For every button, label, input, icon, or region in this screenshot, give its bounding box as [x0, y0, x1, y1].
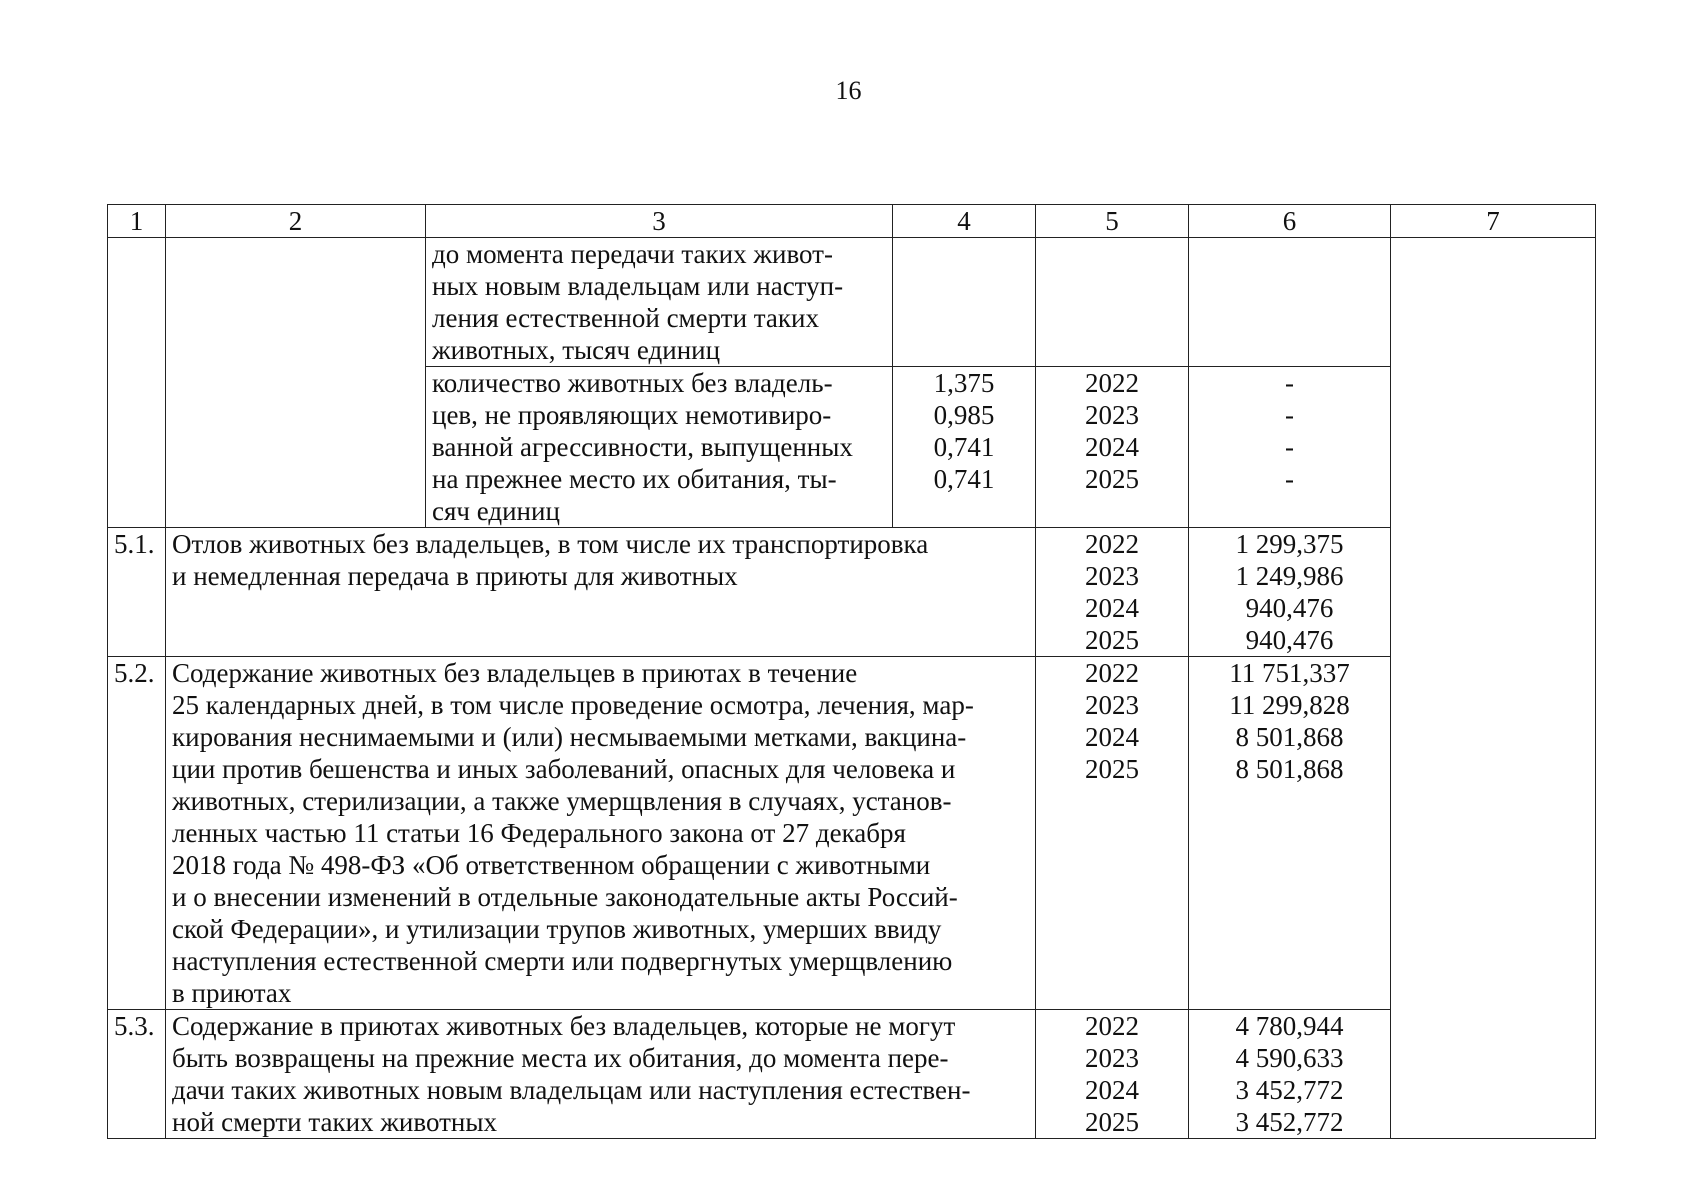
- cell-num-empty: [108, 238, 166, 528]
- row-number: 5.2.: [108, 657, 166, 1010]
- cell-col2-empty: [166, 238, 426, 528]
- indicator-text: количество животных без владель- цев, не проявляющих немотивиро- ванной агрессивности, выпущенных на прежнее место их обитания, ты- сяч единиц: [426, 367, 893, 528]
- header-cell-1: 1: [108, 205, 166, 238]
- table-header-row: [108, 205, 1596, 238]
- row-amounts: 1 299,375 1 249,986 940,476 940,476: [1189, 528, 1391, 657]
- indicator-years: 2022 2023 2024 2025: [1036, 367, 1189, 528]
- row-years: 2022 2023 2024 2025: [1036, 1010, 1189, 1139]
- cell-col5-empty: [1036, 238, 1189, 367]
- row-amounts: 4 780,944 4 590,633 3 452,772 3 452,772: [1189, 1010, 1391, 1139]
- budget-table: [107, 204, 1596, 1139]
- continuation-text: до момента передачи таких живот- ных новым владельцам или наступ- ления естественной смерти таких животных, тысяч единиц: [426, 238, 893, 367]
- header-cell-6: 6: [1189, 205, 1391, 238]
- header-cell-7: 7: [1391, 205, 1596, 238]
- cell-col6-empty: [1189, 238, 1391, 367]
- row-years: 2022 2023 2024 2025: [1036, 657, 1189, 1010]
- row-number: 5.1.: [108, 528, 166, 657]
- page-number: 16: [835, 76, 862, 105]
- column-7-cell: [1391, 238, 1596, 1139]
- table-row-5-2: [108, 657, 1596, 1010]
- header-cell-2: 2: [166, 205, 426, 238]
- row-amounts: 11 751,337 11 299,828 8 501,868 8 501,868: [1189, 657, 1391, 1010]
- table-row-5-3: [108, 1010, 1596, 1139]
- row-description: Содержание в приютах животных без владельцев, которые не могут быть возвращены на прежние места их обитания, до момента пере- дачи таких животных новым владельцам или наступления естествен- ной смерти таких животных: [166, 1010, 1036, 1139]
- cell-col4-empty: [893, 238, 1036, 367]
- row-description: Содержание животных без владельцев в приютах в течение 25 календарных дней, в том числе проведение осмотра, лечения, мар- кирования неснимаемыми и (или) несмываемыми метками, вакцина- ции против бешенства и иных заболеваний, опасных для человека и животных, стерилизации, а также умерщвления в случаях, установ- ленных частью 11 статьи 16 Федерального закона от 27 декабря 2018 года № 498-ФЗ «Об ответственном обращении с животными и о внесении изменений в отдельные законодательные акты Россий- ской Федерации», и утилизации трупов животных, умерших ввиду наступления естественной смерти или подвергнутых умерщвлению в приютах: [166, 657, 1036, 1010]
- row-description: Отлов животных без владельцев, в том числе их транспортировка и немедленная передача в приюты для животных: [166, 528, 1036, 657]
- indicator-amounts: - - - -: [1189, 367, 1391, 528]
- table-row-5-1: [108, 528, 1596, 657]
- indicator-values: 1,375 0,985 0,741 0,741: [893, 367, 1036, 528]
- header-cell-5: 5: [1036, 205, 1189, 238]
- header-cell-4: 4: [893, 205, 1036, 238]
- row-number: 5.3.: [108, 1010, 166, 1139]
- table-row-continuation: [108, 238, 1596, 367]
- header-cell-3: 3: [426, 205, 893, 238]
- row-years: 2022 2023 2024 2025: [1036, 528, 1189, 657]
